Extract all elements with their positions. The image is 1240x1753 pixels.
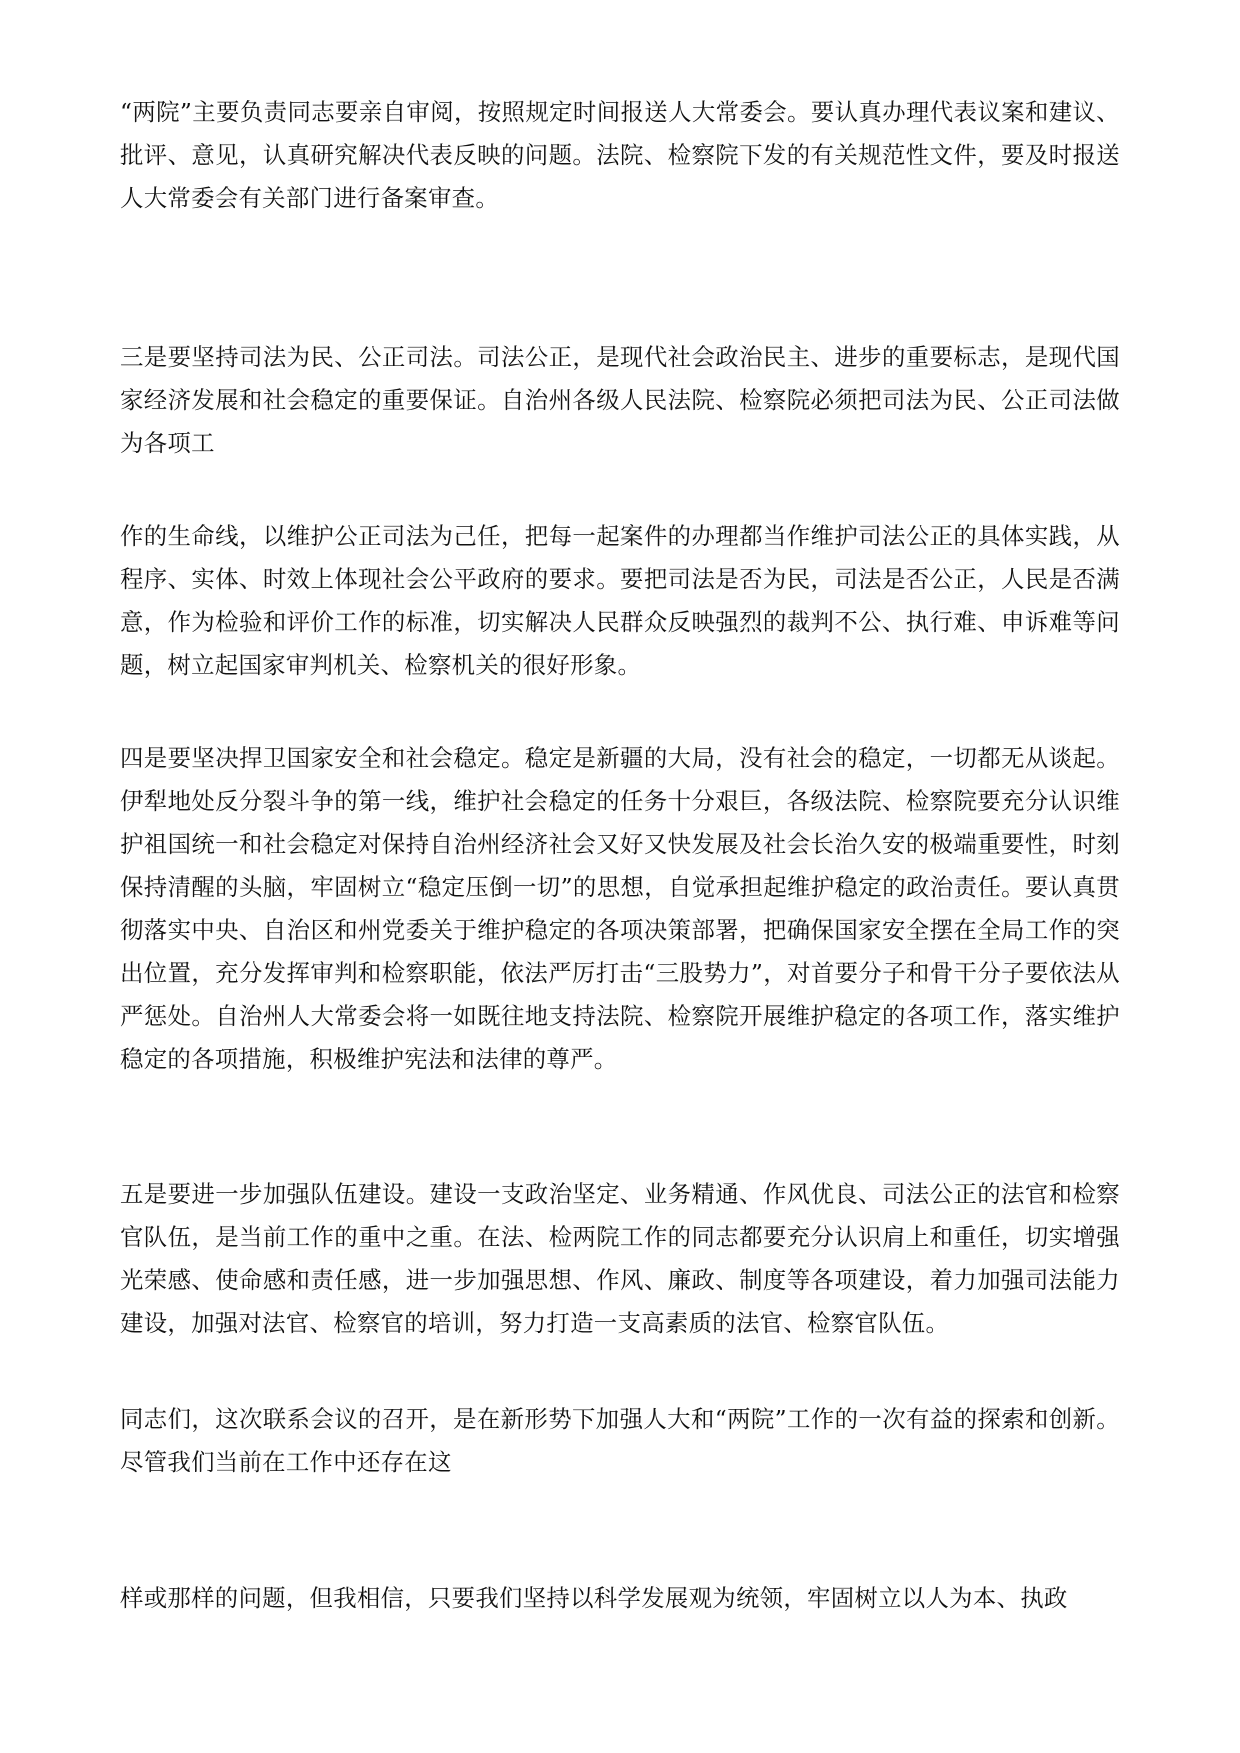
paragraph-closing-continuation: 样或那样的问题，但我相信，只要我们坚持以科学发展观为统领，牢固树立以人为本、执政 [120, 1584, 1068, 1612]
paragraph-fair-justice-lifeline: 作的生命线，以维护公正司法为己任，把每一起案件的办理都当作维护司法公正的具体实践，从程序、实体、时效上体现社会公平政府的要求。要把司法是否为民，司法是否公正，人民是否满意，作为检验和评价工作的标准，切实解决人民群众反映强烈的裁判不公、执行难、申诉难等问题，树立起国家审判机关、检察机关的很好形象。 [120, 522, 1120, 679]
paragraph-national-security: 四是要坚决捍卫国家安全和社会稳定。稳定是新疆的大局，没有社会的稳定，一切都无从谈起。伊犁地处反分裂斗争的第一线，维护社会稳定的任务十分艰巨，各级法院、检察院要充分认识维护祖国统一和社会稳定对保持自治州经济社会又好又快发展及社会长治久安的极端重要性，时刻保持清醒的头脑，牢固树立“稳定压倒一切”的思想，自觉承担起维护稳定的政治责任。要认真贯彻落实中央、自治区和州党委关于维护稳定的各项决策部署，把确保国家安全摆在全局工作的突出位置，充分发挥审判和检察职能，依法严厉打击“三股势力”，对首要分子和骨干分子要依法从严惩处。自治州人大常委会将一如既往地支持法院、检察院开展维护稳定的各项工作，落实维护稳定的各项措施，积极维护宪法和法律的尊严。 [120, 744, 1120, 1073]
paragraph-team-building: 五是要进一步加强队伍建设。建设一支政治坚定、业务精通、作风优良、司法公正的法官和检察官队伍，是当前工作的重中之重。在法、检两院工作的同志都要充分认识肩上和重任，切实增强光荣感、使命感和责任感，进一步加强思想、作风、廉政、制度等各项建设，着力加强司法能力建设，加强对法官、检察官的培训，努力打造一支高素质的法官、检察官队伍。 [120, 1180, 1120, 1337]
paragraph-justice-for-people: 三是要坚持司法为民、公正司法。司法公正，是现代社会政治民主、进步的重要标志，是现代国家经济发展和社会稳定的重要保证。自治州各级人民法院、检察院必须把司法为民、公正司法做为各项工 [120, 343, 1120, 457]
paragraph-meeting-significance: 同志们，这次联系会议的召开，是在新形势下加强人大和“两院”工作的一次有益的探索和创新。尽管我们当前在工作中还存在这 [120, 1405, 1120, 1476]
paragraph-leadership-review: “两院”主要负责同志要亲自审阅，按照规定时间报送人大常委会。要认真办理代表议案和建议、批评、意见，认真研究解决代表反映的问题。法院、检察院下发的有关规范性文件，要及时报送人大常委会有关部门进行备案审查。 [120, 98, 1120, 212]
